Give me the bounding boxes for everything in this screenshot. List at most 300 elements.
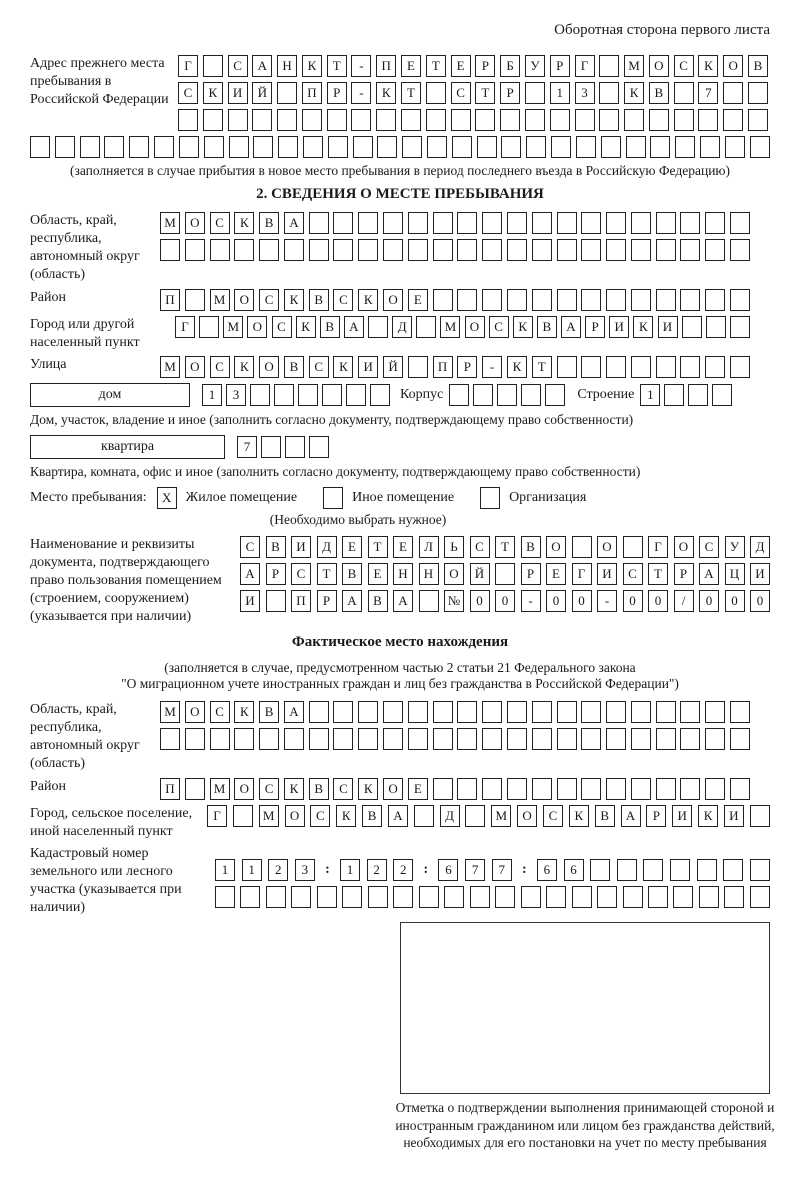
char-cell[interactable]: А: [284, 701, 304, 723]
char-cell[interactable]: [730, 778, 750, 800]
char-cell[interactable]: [185, 239, 205, 261]
char-cell[interactable]: 6: [564, 859, 584, 881]
char-cell[interactable]: С: [623, 563, 643, 585]
char-cell[interactable]: [353, 136, 373, 158]
char-cell[interactable]: [656, 728, 676, 750]
char-cell[interactable]: Р: [674, 563, 694, 585]
char-cell[interactable]: [723, 859, 743, 881]
char-cell[interactable]: [433, 239, 453, 261]
char-cell[interactable]: П: [160, 289, 180, 311]
char-cell[interactable]: [309, 212, 329, 234]
char-cell[interactable]: [259, 728, 279, 750]
char-cell[interactable]: Т: [475, 82, 495, 104]
char-cell[interactable]: [551, 136, 571, 158]
char-cell[interactable]: В: [342, 563, 362, 585]
char-cell[interactable]: [643, 859, 663, 881]
char-cell[interactable]: Е: [546, 563, 566, 585]
char-cell[interactable]: [546, 886, 566, 908]
char-cell[interactable]: [253, 136, 273, 158]
char-cell[interactable]: [673, 886, 693, 908]
char-cell[interactable]: Р: [550, 55, 570, 77]
char-cell[interactable]: [631, 778, 651, 800]
char-cell[interactable]: [557, 778, 577, 800]
char-cell[interactable]: О: [723, 55, 743, 77]
char-cell[interactable]: [557, 212, 577, 234]
char-cell[interactable]: [199, 316, 219, 338]
char-cell[interactable]: В: [266, 536, 286, 558]
char-cell[interactable]: [599, 82, 619, 104]
char-cell[interactable]: [680, 289, 700, 311]
char-cell[interactable]: [477, 136, 497, 158]
char-cell[interactable]: О: [674, 536, 694, 558]
char-cell[interactable]: [261, 436, 281, 458]
char-cell[interactable]: [154, 136, 174, 158]
char-cell[interactable]: [449, 384, 469, 406]
char-cell[interactable]: [706, 316, 726, 338]
char-cell[interactable]: [408, 356, 428, 378]
char-cell[interactable]: О: [247, 316, 267, 338]
char-cell[interactable]: [215, 886, 235, 908]
char-cell[interactable]: Й: [252, 82, 272, 104]
char-cell[interactable]: К: [234, 356, 254, 378]
char-cell[interactable]: [705, 701, 725, 723]
char-cell[interactable]: М: [223, 316, 243, 338]
char-cell[interactable]: [507, 701, 527, 723]
char-cell[interactable]: К: [633, 316, 653, 338]
char-cell[interactable]: [748, 109, 768, 131]
char-cell[interactable]: Р: [646, 805, 666, 827]
char-cell[interactable]: О: [383, 778, 403, 800]
char-cell[interactable]: П: [302, 82, 322, 104]
char-cell[interactable]: К: [358, 778, 378, 800]
char-cell[interactable]: И: [658, 316, 678, 338]
char-cell[interactable]: В: [649, 82, 669, 104]
char-cell[interactable]: [750, 805, 770, 827]
char-cell[interactable]: [700, 136, 720, 158]
char-cell[interactable]: К: [358, 289, 378, 311]
char-cell[interactable]: Д: [440, 805, 460, 827]
char-cell[interactable]: [259, 239, 279, 261]
char-cell[interactable]: [368, 886, 388, 908]
char-cell[interactable]: [631, 356, 651, 378]
char-cell[interactable]: [581, 778, 601, 800]
char-cell[interactable]: [322, 384, 342, 406]
char-cell[interactable]: [482, 701, 502, 723]
char-cell[interactable]: 1: [550, 82, 570, 104]
char-cell[interactable]: М: [210, 778, 230, 800]
char-cell[interactable]: №: [444, 590, 464, 612]
char-cell[interactable]: [674, 82, 694, 104]
char-cell[interactable]: [185, 778, 205, 800]
char-cell[interactable]: [712, 384, 732, 406]
char-cell[interactable]: В: [309, 289, 329, 311]
char-cell[interactable]: 0: [546, 590, 566, 612]
char-cell[interactable]: А: [393, 590, 413, 612]
char-cell[interactable]: [507, 778, 527, 800]
char-cell[interactable]: [576, 136, 596, 158]
char-cell[interactable]: [656, 778, 676, 800]
char-cell[interactable]: 1: [640, 384, 660, 406]
char-cell[interactable]: И: [724, 805, 744, 827]
char-cell[interactable]: [723, 82, 743, 104]
char-cell[interactable]: [408, 728, 428, 750]
char-cell[interactable]: [705, 212, 725, 234]
char-cell[interactable]: В: [537, 316, 557, 338]
char-cell[interactable]: О: [597, 536, 617, 558]
char-cell[interactable]: [606, 356, 626, 378]
char-cell[interactable]: К: [513, 316, 533, 338]
char-cell[interactable]: [433, 701, 453, 723]
char-cell[interactable]: К: [234, 701, 254, 723]
char-cell[interactable]: [581, 239, 601, 261]
char-cell[interactable]: С: [291, 563, 311, 585]
char-cell[interactable]: О: [444, 563, 464, 585]
char-cell[interactable]: Е: [368, 563, 388, 585]
char-cell[interactable]: Т: [327, 55, 347, 77]
char-cell[interactable]: [451, 109, 471, 131]
char-cell[interactable]: П: [291, 590, 311, 612]
char-cell[interactable]: [688, 384, 708, 406]
char-cell[interactable]: [30, 136, 50, 158]
char-cell[interactable]: 0: [725, 590, 745, 612]
char-cell[interactable]: [525, 109, 545, 131]
char-cell[interactable]: [680, 239, 700, 261]
char-cell[interactable]: [507, 728, 527, 750]
char-cell[interactable]: Т: [426, 55, 446, 77]
char-cell[interactable]: [233, 805, 253, 827]
char-cell[interactable]: [250, 384, 270, 406]
char-cell[interactable]: [302, 109, 322, 131]
char-cell[interactable]: [631, 289, 651, 311]
char-cell[interactable]: А: [561, 316, 581, 338]
char-cell[interactable]: [419, 590, 439, 612]
char-cell[interactable]: [674, 109, 694, 131]
char-cell[interactable]: [501, 136, 521, 158]
char-cell[interactable]: [699, 886, 719, 908]
char-cell[interactable]: [698, 109, 718, 131]
char-cell[interactable]: 7: [698, 82, 718, 104]
char-cell[interactable]: [234, 728, 254, 750]
char-cell[interactable]: [129, 136, 149, 158]
char-cell[interactable]: [606, 701, 626, 723]
char-cell[interactable]: [278, 136, 298, 158]
char-cell[interactable]: Е: [393, 536, 413, 558]
char-cell[interactable]: [497, 384, 517, 406]
char-cell[interactable]: [383, 701, 403, 723]
char-cell[interactable]: В: [362, 805, 382, 827]
char-cell[interactable]: 0: [572, 590, 592, 612]
char-cell[interactable]: К: [284, 778, 304, 800]
char-cell[interactable]: [426, 82, 446, 104]
char-cell[interactable]: [240, 886, 260, 908]
char-cell[interactable]: [457, 728, 477, 750]
char-cell[interactable]: А: [284, 212, 304, 234]
char-cell[interactable]: [507, 239, 527, 261]
char-cell[interactable]: 2: [268, 859, 288, 881]
char-cell[interactable]: В: [368, 590, 388, 612]
char-cell[interactable]: [750, 136, 770, 158]
char-cell[interactable]: [426, 109, 446, 131]
char-cell[interactable]: [351, 109, 371, 131]
char-cell[interactable]: [203, 55, 223, 77]
char-cell[interactable]: Д: [750, 536, 770, 558]
char-cell[interactable]: У: [525, 55, 545, 77]
residential-checkbox[interactable]: X: [157, 487, 177, 509]
char-cell[interactable]: И: [228, 82, 248, 104]
char-cell[interactable]: [725, 136, 745, 158]
char-cell[interactable]: К: [336, 805, 356, 827]
char-cell[interactable]: И: [291, 536, 311, 558]
char-cell[interactable]: Е: [401, 55, 421, 77]
char-cell[interactable]: [631, 212, 651, 234]
char-cell[interactable]: [750, 886, 770, 908]
char-cell[interactable]: [670, 859, 690, 881]
char-cell[interactable]: [55, 136, 75, 158]
char-cell[interactable]: [473, 384, 493, 406]
char-cell[interactable]: Р: [500, 82, 520, 104]
char-cell[interactable]: [623, 886, 643, 908]
char-cell[interactable]: [408, 239, 428, 261]
char-cell[interactable]: Л: [419, 536, 439, 558]
char-cell[interactable]: [532, 701, 552, 723]
char-cell[interactable]: [457, 778, 477, 800]
char-cell[interactable]: Р: [521, 563, 541, 585]
char-cell[interactable]: Г: [575, 55, 595, 77]
char-cell[interactable]: Р: [327, 82, 347, 104]
char-cell[interactable]: [408, 212, 428, 234]
char-cell[interactable]: [333, 212, 353, 234]
char-cell[interactable]: 7: [465, 859, 485, 881]
char-cell[interactable]: [482, 239, 502, 261]
char-cell[interactable]: [309, 436, 329, 458]
char-cell[interactable]: Т: [648, 563, 668, 585]
char-cell[interactable]: [185, 728, 205, 750]
char-cell[interactable]: [317, 886, 337, 908]
char-cell[interactable]: 7: [237, 436, 257, 458]
char-cell[interactable]: [284, 728, 304, 750]
char-cell[interactable]: [179, 136, 199, 158]
char-cell[interactable]: Г: [175, 316, 195, 338]
char-cell[interactable]: У: [725, 536, 745, 558]
char-cell[interactable]: [482, 778, 502, 800]
char-cell[interactable]: [675, 136, 695, 158]
char-cell[interactable]: [521, 384, 541, 406]
char-cell[interactable]: [656, 701, 676, 723]
char-cell[interactable]: К: [698, 55, 718, 77]
char-cell[interactable]: 3: [226, 384, 246, 406]
char-cell[interactable]: [252, 109, 272, 131]
char-cell[interactable]: [723, 109, 743, 131]
char-cell[interactable]: [680, 212, 700, 234]
char-cell[interactable]: О: [546, 536, 566, 558]
char-cell[interactable]: [266, 590, 286, 612]
char-cell[interactable]: С: [228, 55, 248, 77]
char-cell[interactable]: -: [351, 82, 371, 104]
char-cell[interactable]: [532, 778, 552, 800]
char-cell[interactable]: С: [333, 289, 353, 311]
char-cell[interactable]: М: [160, 212, 180, 234]
char-cell[interactable]: [185, 289, 205, 311]
char-cell[interactable]: Й: [470, 563, 490, 585]
char-cell[interactable]: К: [624, 82, 644, 104]
char-cell[interactable]: [414, 805, 434, 827]
char-cell[interactable]: 2: [367, 859, 387, 881]
char-cell[interactable]: [328, 136, 348, 158]
char-cell[interactable]: Т: [401, 82, 421, 104]
char-cell[interactable]: [682, 316, 702, 338]
char-cell[interactable]: [724, 886, 744, 908]
char-cell[interactable]: О: [285, 805, 305, 827]
char-cell[interactable]: С: [470, 536, 490, 558]
char-cell[interactable]: В: [259, 212, 279, 234]
char-cell[interactable]: [572, 886, 592, 908]
char-cell[interactable]: /: [674, 590, 694, 612]
char-cell[interactable]: [631, 728, 651, 750]
char-cell[interactable]: [291, 886, 311, 908]
char-cell[interactable]: И: [672, 805, 692, 827]
char-cell[interactable]: [433, 212, 453, 234]
char-cell[interactable]: [495, 886, 515, 908]
char-cell[interactable]: -: [597, 590, 617, 612]
char-cell[interactable]: [705, 728, 725, 750]
char-cell[interactable]: М: [624, 55, 644, 77]
char-cell[interactable]: [557, 289, 577, 311]
char-cell[interactable]: [465, 805, 485, 827]
char-cell[interactable]: [557, 701, 577, 723]
char-cell[interactable]: [228, 109, 248, 131]
char-cell[interactable]: [557, 728, 577, 750]
char-cell[interactable]: Г: [178, 55, 198, 77]
char-cell[interactable]: [601, 136, 621, 158]
char-cell[interactable]: [160, 728, 180, 750]
char-cell[interactable]: О: [383, 289, 403, 311]
char-cell[interactable]: [606, 289, 626, 311]
char-cell[interactable]: О: [259, 356, 279, 378]
char-cell[interactable]: [358, 239, 378, 261]
char-cell[interactable]: [266, 886, 286, 908]
char-cell[interactable]: А: [699, 563, 719, 585]
char-cell[interactable]: [408, 701, 428, 723]
char-cell[interactable]: Ц: [725, 563, 745, 585]
char-cell[interactable]: Р: [475, 55, 495, 77]
char-cell[interactable]: 6: [438, 859, 458, 881]
char-cell[interactable]: [730, 728, 750, 750]
char-cell[interactable]: [298, 384, 318, 406]
char-cell[interactable]: С: [451, 82, 471, 104]
char-cell[interactable]: 3: [575, 82, 595, 104]
char-cell[interactable]: [581, 728, 601, 750]
char-cell[interactable]: [333, 728, 353, 750]
char-cell[interactable]: [284, 239, 304, 261]
char-cell[interactable]: [648, 886, 668, 908]
char-cell[interactable]: Н: [393, 563, 413, 585]
char-cell[interactable]: [617, 859, 637, 881]
char-cell[interactable]: [656, 212, 676, 234]
char-cell[interactable]: М: [160, 701, 180, 723]
char-cell[interactable]: А: [342, 590, 362, 612]
char-cell[interactable]: [521, 886, 541, 908]
char-cell[interactable]: [606, 212, 626, 234]
char-cell[interactable]: [597, 886, 617, 908]
char-cell[interactable]: [697, 859, 717, 881]
char-cell[interactable]: [623, 536, 643, 558]
char-cell[interactable]: [500, 109, 520, 131]
char-cell[interactable]: [383, 212, 403, 234]
char-cell[interactable]: Т: [368, 536, 388, 558]
char-cell[interactable]: А: [388, 805, 408, 827]
char-cell[interactable]: [656, 356, 676, 378]
char-cell[interactable]: О: [517, 805, 537, 827]
char-cell[interactable]: 0: [623, 590, 643, 612]
char-cell[interactable]: В: [284, 356, 304, 378]
char-cell[interactable]: [377, 136, 397, 158]
char-cell[interactable]: 7: [492, 859, 512, 881]
char-cell[interactable]: [475, 109, 495, 131]
char-cell[interactable]: 1: [202, 384, 222, 406]
char-cell[interactable]: 3: [295, 859, 315, 881]
char-cell[interactable]: [730, 356, 750, 378]
char-cell[interactable]: [590, 859, 610, 881]
char-cell[interactable]: Д: [392, 316, 412, 338]
char-cell[interactable]: [104, 136, 124, 158]
char-cell[interactable]: [624, 109, 644, 131]
char-cell[interactable]: [557, 239, 577, 261]
char-cell[interactable]: [393, 886, 413, 908]
char-cell[interactable]: [416, 316, 436, 338]
char-cell[interactable]: [680, 778, 700, 800]
char-cell[interactable]: И: [750, 563, 770, 585]
char-cell[interactable]: 1: [340, 859, 360, 881]
char-cell[interactable]: [433, 728, 453, 750]
char-cell[interactable]: [532, 289, 552, 311]
char-cell[interactable]: Б: [500, 55, 520, 77]
char-cell[interactable]: П: [376, 55, 396, 77]
char-cell[interactable]: [581, 701, 601, 723]
char-cell[interactable]: М: [160, 356, 180, 378]
char-cell[interactable]: В: [595, 805, 615, 827]
char-cell[interactable]: О: [185, 701, 205, 723]
char-cell[interactable]: К: [234, 212, 254, 234]
char-cell[interactable]: [664, 384, 684, 406]
char-cell[interactable]: С: [210, 356, 230, 378]
char-cell[interactable]: [160, 239, 180, 261]
char-cell[interactable]: Й: [383, 356, 403, 378]
char-cell[interactable]: А: [621, 805, 641, 827]
char-cell[interactable]: В: [521, 536, 541, 558]
char-cell[interactable]: [730, 701, 750, 723]
char-cell[interactable]: Г: [648, 536, 668, 558]
char-cell[interactable]: Д: [317, 536, 337, 558]
char-cell[interactable]: [309, 728, 329, 750]
char-cell[interactable]: [631, 701, 651, 723]
char-cell[interactable]: -: [521, 590, 541, 612]
char-cell[interactable]: [581, 356, 601, 378]
char-cell[interactable]: [495, 563, 515, 585]
char-cell[interactable]: [383, 239, 403, 261]
char-cell[interactable]: М: [491, 805, 511, 827]
char-cell[interactable]: [526, 136, 546, 158]
char-cell[interactable]: П: [433, 356, 453, 378]
char-cell[interactable]: [383, 728, 403, 750]
char-cell[interactable]: [730, 316, 750, 338]
char-cell[interactable]: [368, 316, 388, 338]
char-cell[interactable]: В: [320, 316, 340, 338]
char-cell[interactable]: С: [699, 536, 719, 558]
char-cell[interactable]: 6: [537, 859, 557, 881]
char-cell[interactable]: К: [284, 289, 304, 311]
char-cell[interactable]: П: [160, 778, 180, 800]
char-cell[interactable]: С: [210, 701, 230, 723]
